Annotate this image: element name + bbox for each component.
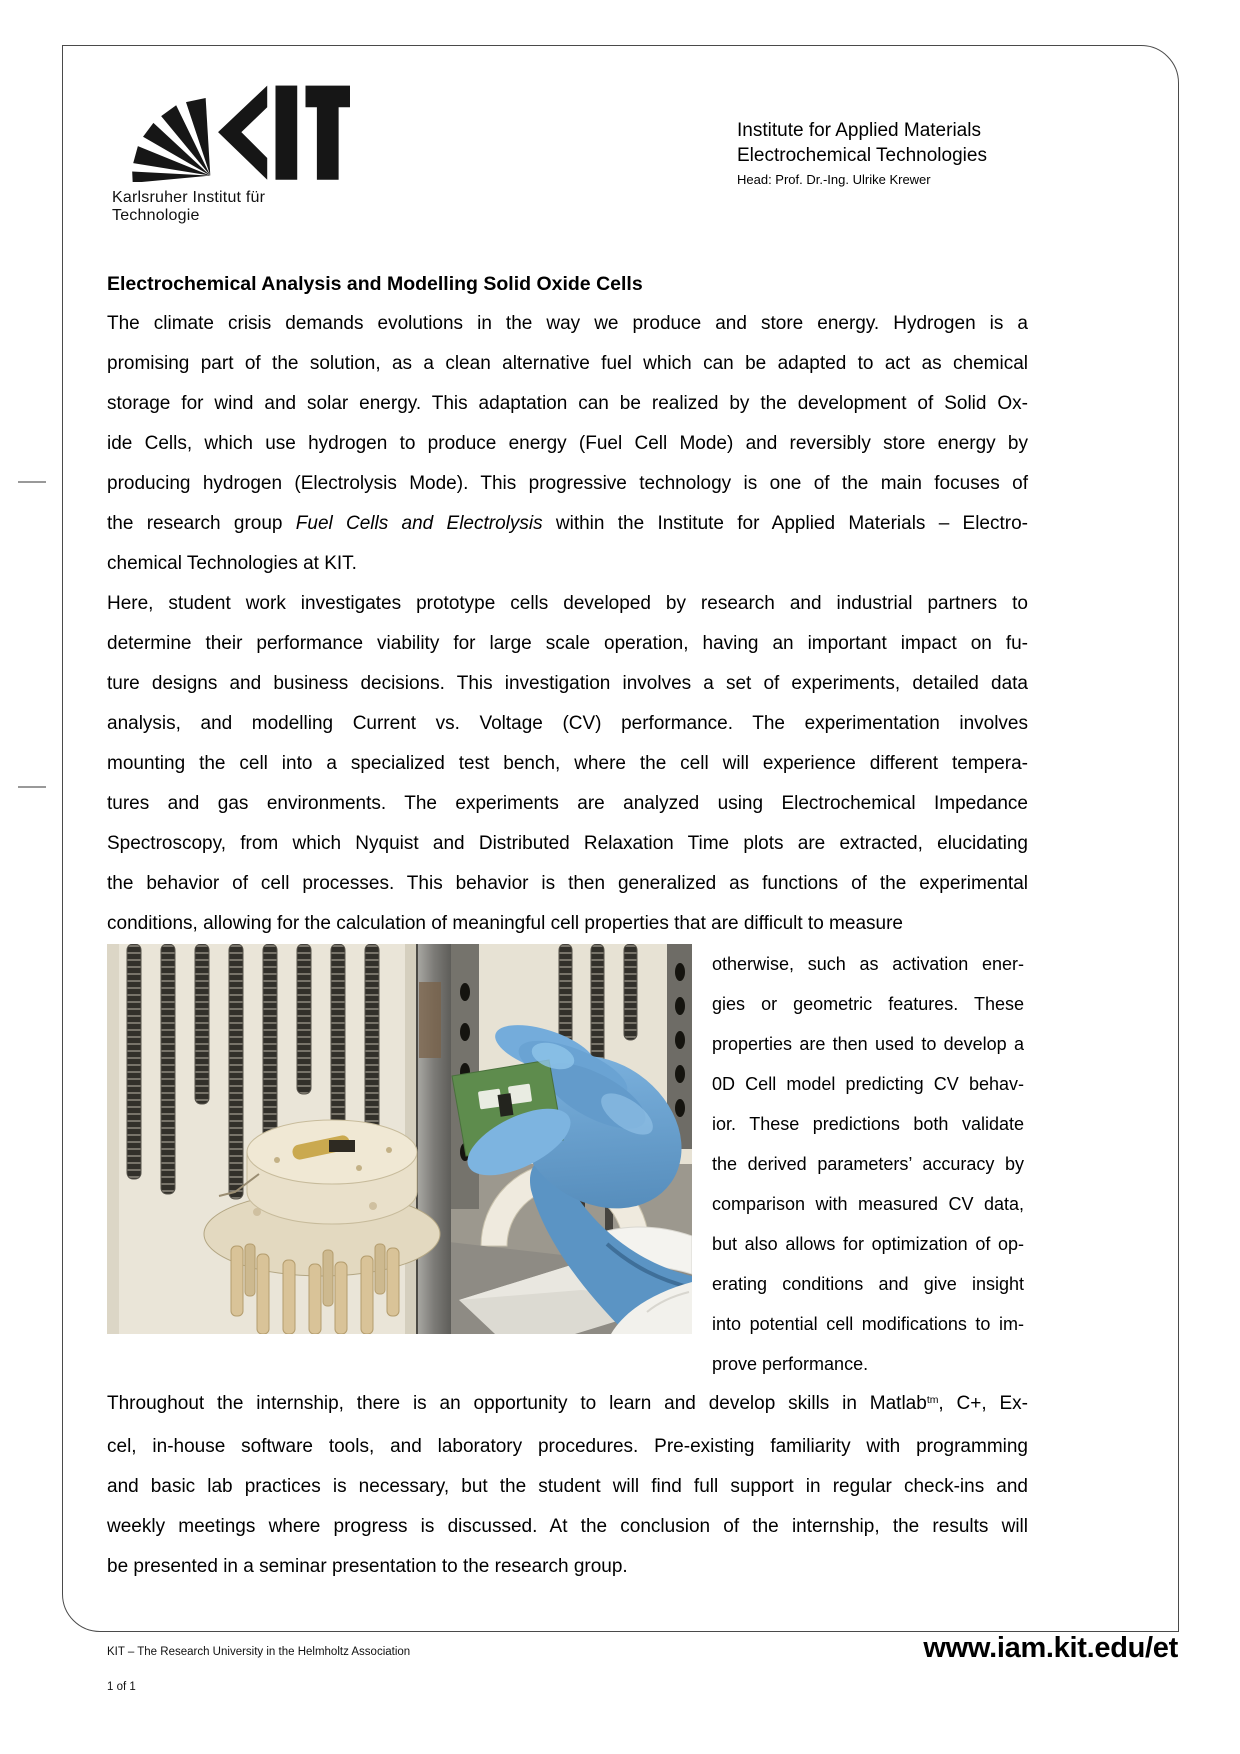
paragraph-1: The climate crisis demands evolutions in the way we produce and store energy. Hydrogen is a promising part of the solution, as a clean alternative fuel which can be adapted to act as chemical storage for wind and solar energy. This adaptation can be realized by the development of Solid Ox- ide Cells, which use hydrogen to produce energy (Fuel Cell Mode) and reversibly store energy by producing hydrogen (Electrolysis Mode). This progressive technology is one of the main focuses of the research group Fuel Cells and Electrolysis within the Institute for Applied Materials – Electro- chemical Technologies at KIT. bbox=[107, 313, 1029, 574]
footer-association: KIT – The Research University in the Helmholtz Association bbox=[107, 1646, 411, 1658]
fold-mark-top bbox=[18, 481, 46, 483]
document-title: Electrochemical Analysis and Modelling Solid Oxide Cells bbox=[107, 273, 643, 295]
fold-mark-bottom bbox=[18, 786, 46, 788]
photo-side-text: otherwise, such as activation ener- gies or geometric features. These properties are then used to develop a 0D Cell model predicting CV behav- ior. These predictions both validate the derived parameters’ accuracy by comparison with measured CV data, but also allows for optimization of op- erating conditions and give insight into potential cell modifications to im- prove performance. bbox=[712, 954, 1024, 1374]
institute-block bbox=[737, 118, 987, 188]
page-number: 1 of 1 bbox=[107, 1681, 136, 1693]
document-body bbox=[107, 264, 1028, 1587]
institute-name-line-1: Institute for Applied Materials bbox=[737, 120, 981, 141]
institute-name-line-2: Electrochemical Technologies bbox=[737, 145, 987, 166]
photo-row bbox=[107, 944, 1028, 1384]
paragraph-2: Here, student work investigates prototype cells developed by research and industrial partners to determine their performance viability for large scale operation, having an important impact on fu- ture designs and business decisions. This investigation involves a set of experiments, detailed data analysis, and modelling Current vs. Voltage (CV) performance. The experimentation involves mounting the cell into a specialized test bench, where the cell will experience different tempera- tures and gas environments. The experiments are analyzed using Electrochemical Impedance Spectroscopy, from which Nyquist and Distributed Relaxation Time plots are extracted, elucidating the behavior of cell processes. This behavior is then generalized as functions of the experimental conditions, allowing for the calculation of meaningful cell properties that are difficult to measure bbox=[107, 593, 1028, 934]
kit-logo-icon bbox=[112, 74, 350, 182]
website-url: www.iam.kit.edu/et bbox=[923, 1632, 1178, 1664]
kit-logo bbox=[112, 74, 350, 225]
lab-photo bbox=[107, 944, 692, 1334]
institute-head: Head: Prof. Dr.-Ing. Ulrike Krewer bbox=[737, 172, 931, 187]
logo-subtitle: Karlsruher Institut für Technologie bbox=[112, 189, 266, 224]
paragraph-3: Throughout the internship, there is an opportunity to learn and develop skills in Matlab$^{tm}$, C+, Ex- cel, in-house software tools, and laboratory procedures. Pre-existing familiarity with programming and basic lab practices is necessary, but the student will find full support in regular check-ins and weekly meetings where progress is discussed. At the conclusion of the internship, the results will be presented in a seminar presentation to the research group. bbox=[107, 1393, 1028, 1577]
metal-strip bbox=[417, 944, 451, 1334]
